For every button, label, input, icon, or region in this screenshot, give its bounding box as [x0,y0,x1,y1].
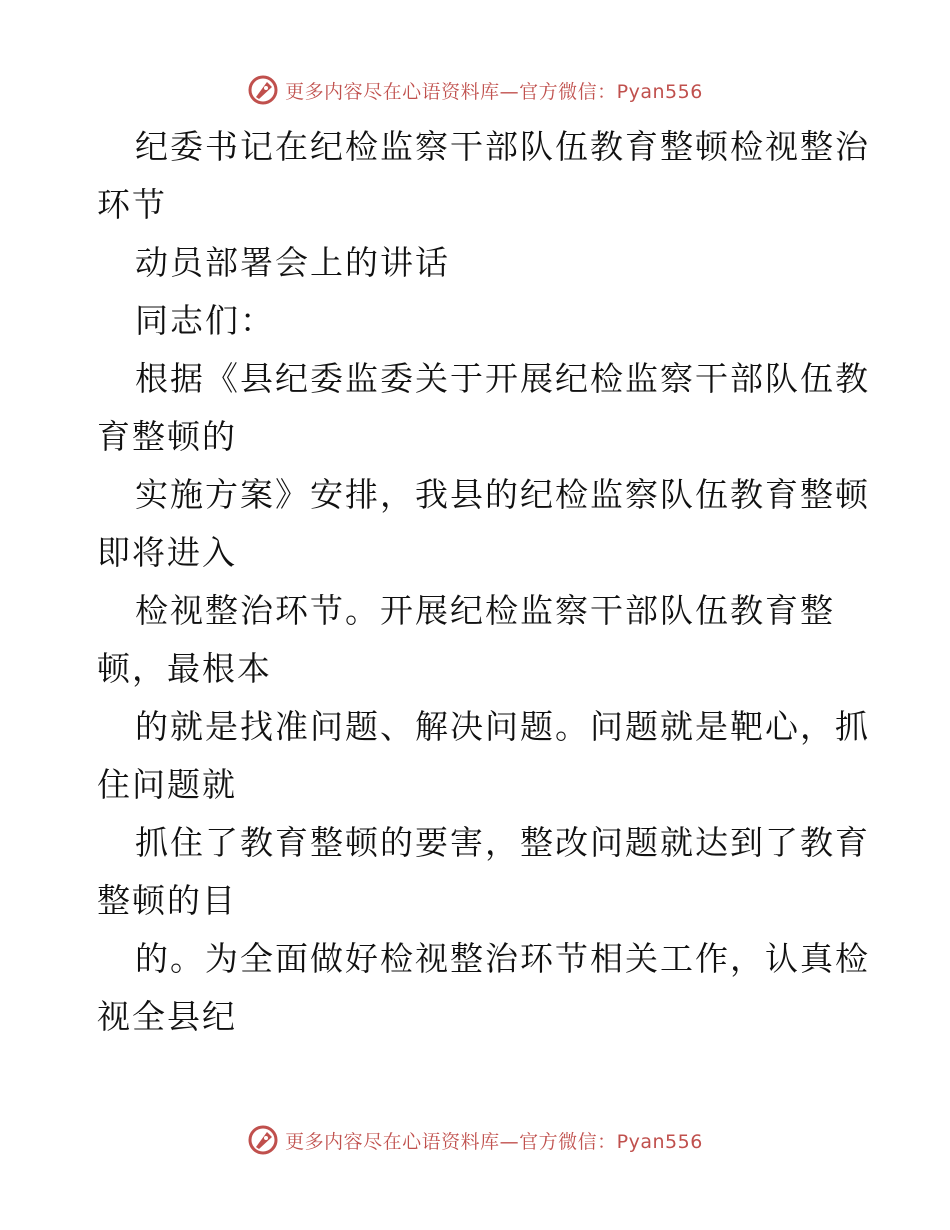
pen-nib-circle-icon [247,1124,279,1156]
footer-watermark [0,1122,950,1158]
header-watermark [0,72,950,108]
text-line: 根据《县纪委监委关于开展纪检监察干部队伍教 [135,359,870,398]
text-line: 育整顿的 [97,417,237,456]
pen-nib-circle-icon [247,74,279,106]
text-line: 实施方案》安排，我县的纪检监察队伍教育整顿 [135,475,870,514]
text-line: 的。为全面做好检视整治环节相关工作，认真检 [135,939,870,978]
watermark-text: 更多内容尽在心语资料库—官方微信：Pyan556 [285,80,703,103]
text-line: 同志们： [135,301,275,340]
text-line: 整顿的目 [97,881,237,920]
text-line: 纪委书记在纪检监察干部队伍教育整顿检视整治 [135,127,870,166]
text-line: 住问题就 [97,765,237,804]
text-line: 即将进入 [97,533,237,572]
text-line: 动员部署会上的讲话 [135,243,450,282]
text-line: 环节 [97,185,167,224]
watermark-text: 更多内容尽在心语资料库—官方微信：Pyan556 [285,1130,703,1153]
text-line: 的就是找准问题、解决问题。问题就是靶心，抓 [135,707,870,746]
text-line: 检视整治环节。开展纪检监察干部队伍教育整 [135,591,835,630]
text-line: 视全县纪 [97,997,237,1036]
text-line: 顿，最根本 [97,649,272,688]
document-body [0,118,950,1046]
text-line: 抓住了教育整顿的要害，整改问题就达到了教育 [135,823,870,862]
